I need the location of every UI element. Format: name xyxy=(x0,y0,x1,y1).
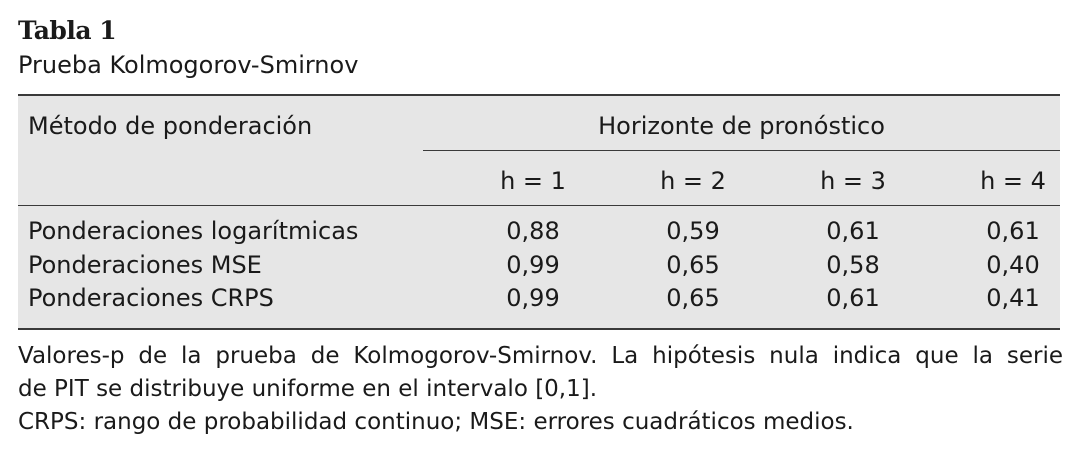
table-cell: 0,65 xyxy=(666,251,720,279)
results-table xyxy=(18,94,1060,330)
table-cell: 0,61 xyxy=(826,217,880,245)
footnote-line-2: de PIT se distribuye uniforme en el intervalo [0,1]. xyxy=(18,376,598,402)
row-label-mse: Ponderaciones MSE xyxy=(28,251,262,279)
horizon-header-rule xyxy=(423,150,1060,151)
table-label: Tabla 1 xyxy=(18,16,117,45)
table-title: Prueba Kolmogorov-Smirnov xyxy=(18,51,359,79)
column-header-h2: h = 2 xyxy=(660,167,726,195)
table-cell: 0,61 xyxy=(986,217,1040,245)
table-footnotes xyxy=(18,340,1063,439)
table-cell: 0,58 xyxy=(826,251,880,279)
footnote-line-1: Valores-p de la prueba de Kolmogorov-Smirnov. La hipótesis nula indica que la serie xyxy=(18,343,1063,369)
column-header-h4: h = 4 xyxy=(980,167,1046,195)
table-caption xyxy=(18,14,358,82)
method-column-header: Método de ponderación xyxy=(28,112,313,140)
table-cell: 0,99 xyxy=(506,284,560,312)
table-cell: 0,65 xyxy=(666,284,720,312)
row-label-crps: Ponderaciones CRPS xyxy=(28,284,274,312)
column-header-h1: h = 1 xyxy=(500,167,566,195)
table-cell: 0,40 xyxy=(986,251,1040,279)
row-label-logaritmicas: Ponderaciones logarítmicas xyxy=(28,217,359,245)
table-cell: 0,99 xyxy=(506,251,560,279)
column-header-h3: h = 3 xyxy=(820,167,886,195)
table-cell: 0,41 xyxy=(986,284,1040,312)
horizon-group-header: Horizonte de pronóstico xyxy=(598,112,885,140)
table-cell: 0,88 xyxy=(506,217,560,245)
table-cell: 0,59 xyxy=(666,217,720,245)
table-cell: 0,61 xyxy=(826,284,880,312)
header-body-rule xyxy=(18,205,1060,206)
footnote-line-3: CRPS: rango de probabilidad continuo; MSE: errores cuadráticos medios. xyxy=(18,409,854,435)
